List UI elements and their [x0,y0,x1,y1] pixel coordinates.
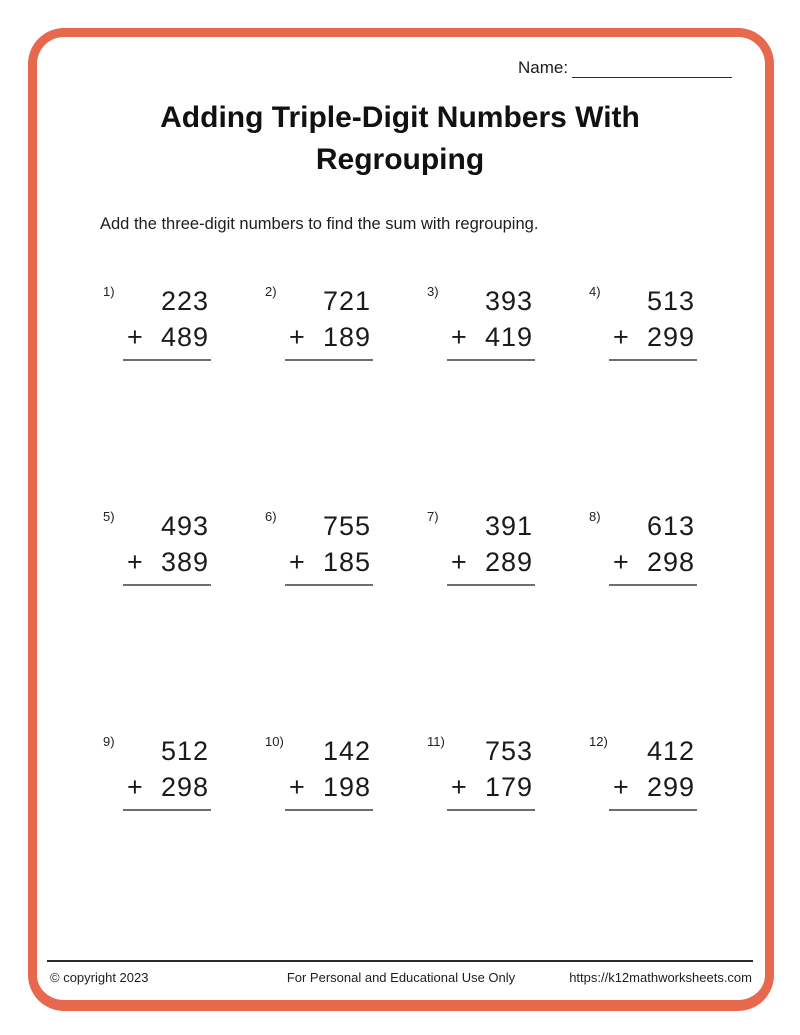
addend-top: 755 [322,511,371,541]
sum-line [285,584,373,586]
problem-9 [103,733,265,815]
footer-url: https://k12mathworksheets.com [569,970,752,985]
problem-body [451,733,533,811]
addend-bottom: 198 [322,772,371,802]
problem-5 [103,508,265,590]
problem-body [613,733,695,811]
problem-6 [265,508,427,590]
addend-bottom: 185 [322,547,371,577]
problem-body [451,283,533,361]
addend-bottom: 179 [484,772,533,802]
problem-number: 1) [103,284,115,299]
footer-usage-note: For Personal and Educational Use Only [286,970,516,985]
problem-body [289,283,371,361]
page-title [0,97,800,181]
problem-number: 12) [589,734,608,749]
plus-sign: + [451,772,468,802]
problems-grid [103,283,751,815]
sum-line [447,809,535,811]
addend-bottom: 298 [160,772,209,802]
sum-line [123,584,211,586]
problem-number: 4) [589,284,601,299]
problem-body [613,508,695,586]
addend-top: 412 [646,736,695,766]
addend-bottom: 419 [484,322,533,352]
problem-number: 8) [589,509,601,524]
name-blank-line [572,59,732,78]
name-field-row [518,58,732,78]
problem-10 [265,733,427,815]
addend-bottom: 489 [160,322,209,352]
addend-bottom: 298 [646,547,695,577]
instructions-text: Add the three-digit numbers to find the sum with regrouping. [100,215,539,233]
problem-1 [103,283,265,365]
sum-line [123,809,211,811]
addend-top: 493 [160,511,209,541]
problem-2 [265,283,427,365]
plus-sign: + [613,322,630,352]
problem-body [451,508,533,586]
problem-3 [427,283,589,365]
plus-sign: + [613,772,630,802]
sum-line [285,809,373,811]
plus-sign: + [289,772,306,802]
problem-number: 6) [265,509,277,524]
addend-top: 223 [160,286,209,316]
problem-8 [589,508,751,590]
sum-line [609,584,697,586]
addend-bottom: 189 [322,322,371,352]
problem-11 [427,733,589,815]
problem-body [289,733,371,811]
sum-line [447,359,535,361]
problem-7 [427,508,589,590]
problem-number: 10) [265,734,284,749]
name-label: Name: [518,58,569,77]
problem-body [127,508,209,586]
sum-line [123,359,211,361]
footer-divider-line [47,960,753,962]
problem-number: 9) [103,734,115,749]
addend-top: 142 [322,736,371,766]
addend-top: 721 [322,286,371,316]
plus-sign: + [613,547,630,577]
addend-bottom: 289 [484,547,533,577]
addend-top: 391 [484,511,533,541]
plus-sign: + [451,322,468,352]
page-title-line2: Regrouping [315,143,485,176]
problem-12 [589,733,751,815]
plus-sign: + [289,322,306,352]
problem-body [289,508,371,586]
sum-line [609,359,697,361]
plus-sign: + [451,547,468,577]
problem-4 [589,283,751,365]
footer [50,970,752,985]
plus-sign: + [127,547,144,577]
addend-bottom: 389 [160,547,209,577]
addend-top: 393 [484,286,533,316]
addend-bottom: 299 [646,322,695,352]
addend-top: 513 [646,286,695,316]
addend-bottom: 299 [646,772,695,802]
addend-top: 512 [160,736,209,766]
problem-body [127,733,209,811]
problem-number: 11) [427,734,445,749]
problem-number: 2) [265,284,277,299]
problem-number: 7) [427,509,439,524]
footer-copyright: © copyright 2023 [50,970,149,985]
plus-sign: + [127,322,144,352]
sum-line [609,809,697,811]
addend-top: 613 [646,511,695,541]
problem-number: 5) [103,509,115,524]
page-title-line1: Adding Triple-Digit Numbers With [160,101,640,134]
addend-top: 753 [484,736,533,766]
problem-number: 3) [427,284,439,299]
sum-line [285,359,373,361]
plus-sign: + [127,772,144,802]
plus-sign: + [289,547,306,577]
problem-body [127,283,209,361]
problem-body [613,283,695,361]
sum-line [447,584,535,586]
